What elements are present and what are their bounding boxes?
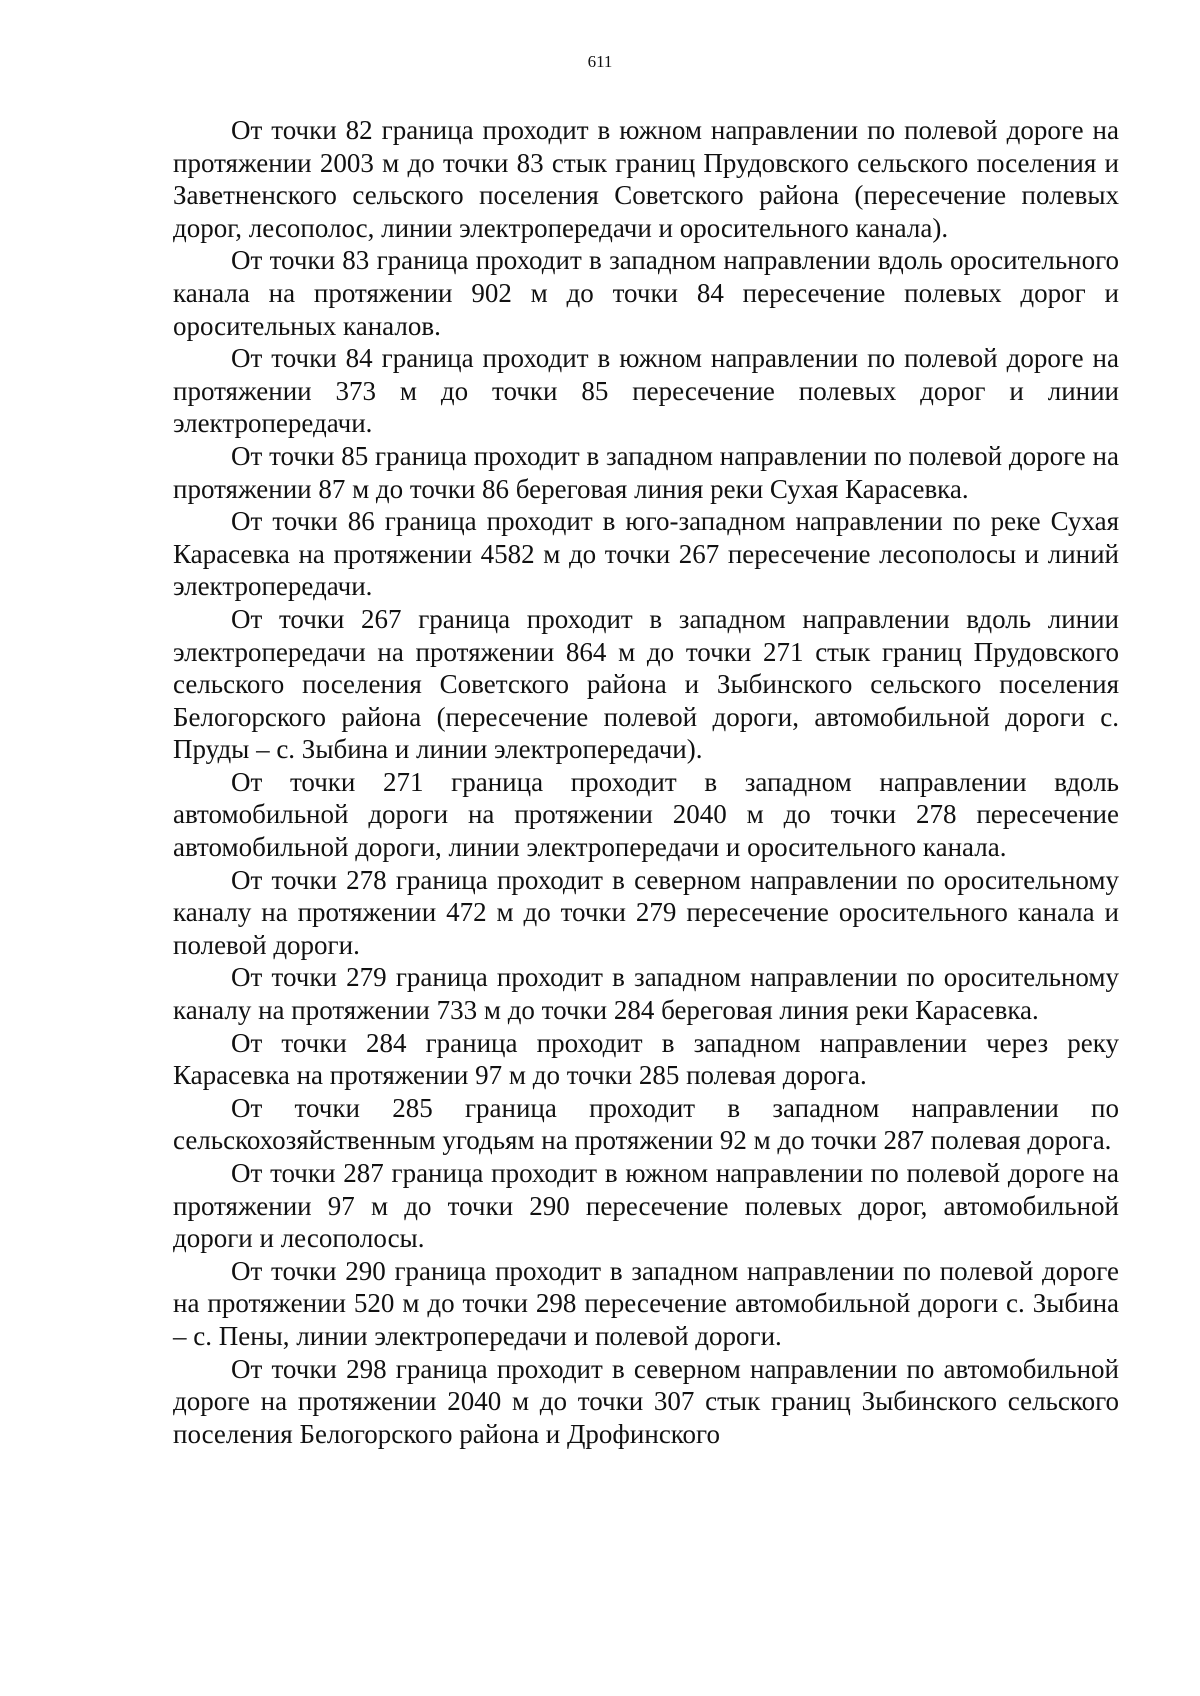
- paragraph-point-279: От точки 279 граница проходит в западном направлении по оросительному каналу на протяжении 733 м до точки 284 береговая линия реки Карасевка.: [173, 962, 1119, 1026]
- paragraph-point-84: От точки 84 граница проходит в южном направлении по полевой дороге на протяжении 373 м до точки 85 пересечение полевых дорог и линии электропередачи.: [173, 343, 1119, 439]
- paragraph-point-278: От точки 278 граница проходит в северном направлении по оросительному каналу на протяжении 472 м до точки 279 пересечение оросительного канала и полевой дороги.: [173, 864, 1119, 960]
- paragraph-point-83: От точки 83 граница проходит в западном направлении вдоль оросительного канала на протяжении 902 м до точки 84 пересечение полевых дорог и оросительных каналов.: [173, 245, 1119, 341]
- paragraph-point-85: От точки 85 граница проходит в западном направлении по полевой дороге на протяжении 87 м до точки 86 береговая линия реки Сухая Карасевка.: [173, 440, 1119, 504]
- paragraph-point-82: От точки 82 граница проходит в южном направлении по полевой дороге на протяжении 2003 м до точки 83 стык границ Прудовского сельского поселения и Заветненского сельского поселения Советского района (пересечение полевых дорог, лесополос, линии электропередачи и оросительного канала).: [173, 115, 1119, 243]
- paragraph-point-267: От точки 267 граница проходит в западном направлении вдоль линии электропередачи на протяжении 864 м до точки 271 стык границ Прудовского сельского поселения Советского района и Зыбинского сельского поселения Белогорского района (пересечение полевой дороги, автомобильной дороги с. Пруды – с. Зыбина и линии электропередачи).: [173, 603, 1119, 765]
- paragraph-point-284: От точки 284 граница проходит в западном направлении через реку Карасевка на протяжении 97 м до точки 285 полевая дорога.: [173, 1027, 1119, 1091]
- paragraph-point-287: От точки 287 граница проходит в южном направлении по полевой дороге на протяжении 97 м до точки 290 пересечение полевых дорог, автомобильной дороги и лесополосы.: [173, 1158, 1119, 1254]
- paragraph-point-285: От точки 285 граница проходит в западном направлении по сельскохозяйственным угодьям на протяжении 92 м до точки 287 полевая дорога.: [173, 1092, 1119, 1156]
- document-body: [173, 114, 1119, 1450]
- paragraph-point-298: От точки 298 граница проходит в северном направлении по автомобильной дороге на протяжении 2040 м до точки 307 стык границ Зыбинского сельского поселения Белогорского района и Дрофинского: [173, 1353, 1119, 1449]
- paragraph-point-290: От точки 290 граница проходит в западном направлении по полевой дороге на протяжении 520 м до точки 298 пересечение автомобильной дороги с. Зыбина – с. Пены, линии электропередачи и полевой дороги.: [173, 1255, 1119, 1351]
- page-number: 611: [587, 52, 613, 71]
- paragraph-point-86: От точки 86 граница проходит в юго-западном направлении по реке Сухая Карасевка на протяжении 4582 м до точки 267 пересечение лесополосы и линий электропередачи.: [173, 506, 1119, 602]
- paragraph-point-271: От точки 271 граница проходит в западном направлении вдоль автомобильной дороги на протяжении 2040 м до точки 278 пересечение автомобильной дороги, линии электропередачи и оросительного канала.: [173, 766, 1119, 863]
